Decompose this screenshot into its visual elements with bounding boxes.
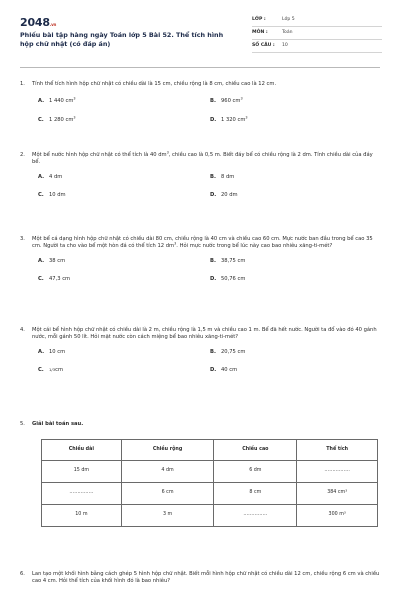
option-text: 20 dm [221, 192, 238, 199]
table-row [42, 483, 378, 505]
question-text: Tính thể tích hình hộp chữ nhật có chiều dài là 15 cm, chiều rộng là 8 cm, chiều cao là 12 cm. [32, 81, 277, 87]
meta-value: 10 [282, 42, 288, 48]
table-cell: 384 cm³ [297, 483, 378, 505]
header-divider [20, 67, 380, 68]
option-c[interactable]: C. 10 dm [38, 192, 66, 199]
option-d[interactable]: D. 1 320 $cm^3$ [210, 115, 248, 123]
question-number: 2. [20, 152, 25, 158]
question-number: 1. [20, 81, 25, 87]
table-cell: 300 m³ [297, 505, 378, 527]
table-cell: 6 cm [121, 483, 214, 505]
logo-suffix: .vn [49, 22, 57, 27]
table-header: Thể tích [297, 440, 378, 461]
option-text: 1 280 $cm^3$ [49, 115, 76, 123]
question-text: Một cái bể hình hộp chữ nhật có chiều dài là 2 m, chiều rộng là 1,5 m và chiều cao 1 m. Bể đã hết nước. Người ta đổ vào đó 40 gánh nước, mỗi gánh 50 lít. Hỏi mặt nước còn cách miệng bể bao nhiêu xăng-ti-mét? [32, 327, 377, 341]
question-text: Một bể cá dạng hình hộp chữ nhật có chiều dài 80 cm, chiều rộng là 40 cm và chiều cao 60 cm. Mực nước ban đầu trong bể cao 35 cm. Người ta cho vào bể một hòn đá có thể tích 12 $dm^3$. Hỏi mực nước trong bể lúc này cao bao nhiêu xăng-ti-mét? [32, 236, 373, 250]
table-cell: 15 dm [42, 461, 122, 483]
meta-row-subject [252, 27, 382, 40]
meta-row-class [252, 14, 382, 27]
table-cell: ……………. [297, 461, 378, 483]
meta-row-count [252, 40, 382, 53]
question-6 [20, 571, 382, 586]
option-b[interactable]: B. 20,75 cm [210, 348, 246, 355]
option-text: 4 dm [49, 173, 63, 180]
table-header: Chiều dài [42, 440, 122, 461]
table-header-row [42, 440, 378, 461]
question-3 [20, 236, 382, 284]
meta-value: Toán [282, 29, 293, 35]
option-a[interactable]: A. 10 cm [38, 348, 66, 355]
option-b[interactable]: B. 960 $cm^3$ [210, 96, 243, 105]
option-b[interactable]: B. 38,75 cm [210, 257, 246, 264]
option-text: 50,76 cm [221, 276, 246, 283]
table-cell: 6 dm [214, 461, 297, 483]
question-1 [20, 81, 382, 124]
table-cell: 10 m [42, 505, 122, 527]
meta-label: MÔN : [252, 29, 268, 35]
worksheet-meta [252, 14, 382, 53]
option-c[interactable]: C. 1 280 $cm^3$ [38, 115, 76, 123]
question-text: Lan tạo một khối hình bằng cách ghép 5 hình hộp chữ nhật. Biết mỗi hình hộp chữ nhật có chiều dài 12 cm, chiều rộng 6 cm và chiều cao 4 cm. Hỏi thể tích của khối hình đó là bao nhiêu? [32, 571, 380, 585]
meta-label: LỚP : [252, 16, 266, 22]
question-number: 4. [20, 327, 25, 333]
option-a[interactable]: A. 4 dm [38, 173, 63, 180]
option-text: 20,75 cm [221, 348, 246, 355]
option-text: 1 440 $cm^3$ [49, 96, 76, 105]
logo-text: 2048 [20, 16, 50, 29]
option-a[interactable]: A. 38 cm [38, 257, 66, 264]
table-cell: …………… [214, 505, 297, 527]
option-text: 38,75 cm [221, 257, 246, 264]
option-d[interactable]: D. 40 cm [210, 367, 238, 374]
worksheet-title: Phiếu bài tập hàng ngày Toán lớp 5 Bài 52. Thể tích hình hộp chữ nhật (có đáp án) [20, 31, 224, 48]
option-text: 40 cm [221, 367, 238, 374]
option-text: 1 320 $cm^3$ [221, 115, 248, 123]
option-text: 38 cm [49, 257, 66, 264]
table-cell: …………… [42, 483, 122, 505]
fraction: 1/3 [49, 367, 56, 373]
option-text: 47,3 cm [49, 276, 71, 283]
meta-label: SỐ CÂU : [252, 42, 275, 48]
option-text: 10 cm [49, 348, 66, 355]
table-header: Chiều rộng [121, 440, 214, 461]
option-c[interactable]: C. 1/3cm [38, 367, 64, 374]
option-text: 1/3cm [49, 367, 64, 374]
table-row [42, 505, 378, 527]
question-number: 6. [20, 571, 25, 577]
question-text: Giải bài toán sau. [32, 421, 84, 427]
option-text: 8 dm [221, 173, 235, 180]
table-row [42, 461, 378, 483]
meta-value: Lớp 5 [282, 16, 295, 22]
option-text: 960 $cm^3$ [221, 96, 243, 105]
question-2 [20, 152, 382, 200]
site-logo [20, 15, 56, 31]
option-c[interactable]: C. 47,3 cm [38, 276, 71, 283]
question-number: 3. [20, 236, 25, 242]
question-4 [20, 327, 382, 375]
volume-table [41, 439, 378, 527]
table-cell: 8 cm [214, 483, 297, 505]
option-d[interactable]: D. 50,76 cm [210, 276, 246, 283]
table-header: Chiều cao [214, 440, 297, 461]
table-cell: 3 m [121, 505, 214, 527]
question-number: 5. [20, 421, 25, 427]
question-text: Một bể nước hình hộp chữ nhật có thể tích là 40 $dm^3$, chiều cao là 0,5 m. Biết đáy bể có chiều rộng là 2 dm. Tính chiều dài của đáy bể. [32, 150, 373, 166]
option-b[interactable]: B. 8 dm [210, 173, 235, 180]
table-cell: 4 dm [121, 461, 214, 483]
question-5 [20, 421, 382, 428]
option-text: 10 dm [49, 192, 66, 199]
option-a[interactable]: A. 1 440 $cm^3$ [38, 96, 76, 105]
option-d[interactable]: D. 20 dm [210, 192, 238, 199]
